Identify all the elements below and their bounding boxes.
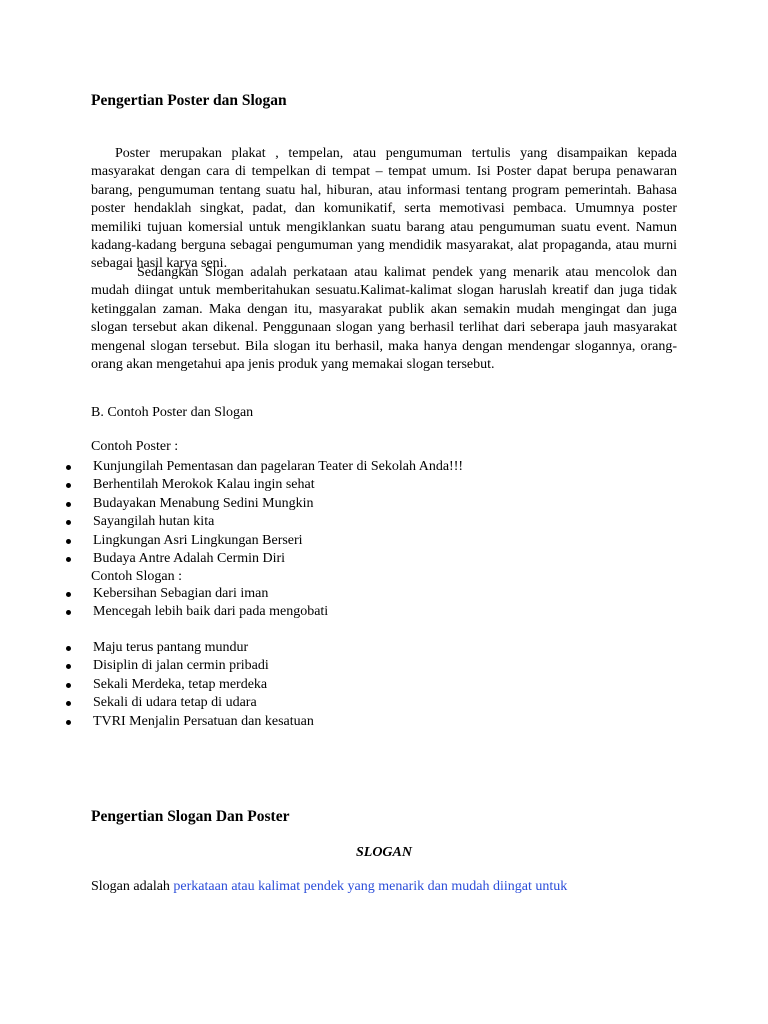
slogan-examples-list-a xyxy=(64,585,328,622)
list-item: Budaya Antre Adalah Cermin Diri xyxy=(64,550,463,568)
paragraph-poster-definition: Poster merupakan plakat , tempelan, atau pengumuman tertulis yang disampaikan kepada masyarakat dengan cara di tempelkan di tempat – tempat umum. Isi Poster dapat berupa penawaran barang, pengumuman tentang suatu hal, hiburan, atau informasi tentang program pemerintah. Bahasa poster hendaklah singkat, padat, dan komunikatif, serta memotivasi pembaca. Umumnya poster memiliki tujuan komersial untuk mengiklankan suatu barang atau pengumuman suatu event. Namun kadang-kadang berguna sebagai pengumuman yang mendidik masyarakat, alat propaganda, atau murni sebagai hasil karya seni. xyxy=(91,146,677,272)
poster-examples-label: Contoh Poster : xyxy=(91,439,179,454)
paragraph-slogan-definition: Sedangkan Slogan adalah perkataan atau kalimat pendek yang menarik atau mencolok dan mudah diingat untuk memberitahukan sesuatu.Kalimat-kalimat slogan haruslah kreatif dan juga tidak ketinggalan zaman. Maka dengan itu, masyarakat publik akan semakin mudah mengingat dan juga slogan tersebut akan dikenal. Penggunaan slogan yang berhasil terlihat dari seberapa jauh masyarakat mengenal slogan tersebut. Bila slogan itu berhasil, maka hanya dengan mendengar slogannya, orang-orang akan mengetahui apa jenis produk yang memakai slogan tersebut. xyxy=(91,265,677,373)
list-item: Disiplin di jalan cermin pribadi xyxy=(64,657,314,675)
list-item: Berhentilah Merokok Kalau ingin sehat xyxy=(64,476,463,494)
list-item: Kebersihan Sebagian dari iman xyxy=(64,585,328,603)
slogan-definition-line xyxy=(91,878,567,896)
section-heading-b: B. Contoh Poster dan Slogan xyxy=(91,405,254,420)
list-item: TVRI Menjalin Persatuan dan kesatuan xyxy=(64,713,314,731)
list-item: Budayakan Menabung Sedini Mungkin xyxy=(64,495,463,513)
list-item: Sekali Merdeka, tetap merdeka xyxy=(64,676,314,694)
list-item: Sayangilah hutan kita xyxy=(64,513,463,531)
slogan-examples-list-b xyxy=(64,639,314,731)
list-item: Maju terus pantang mundur xyxy=(64,639,314,657)
page-title: Pengertian Poster dan Slogan xyxy=(91,92,287,109)
list-item: Lingkungan Asri Lingkungan Berseri xyxy=(64,532,463,550)
slogan-definition-prefix: Slogan adalah xyxy=(91,879,174,894)
poster-examples-list xyxy=(64,458,463,568)
list-item: Kunjungilah Pementasan dan pagelaran Teater di Sekolah Anda!!! xyxy=(64,458,463,476)
list-item: Sekali di udara tetap di udara xyxy=(64,694,314,712)
slogan-definition-link[interactable]: perkataan atau kalimat pendek yang menarik dan mudah diingat untuk xyxy=(173,879,568,894)
slogan-examples-label: Contoh Slogan : xyxy=(91,569,183,584)
section-title-slogan-poster: Pengertian Slogan Dan Poster xyxy=(91,808,290,825)
list-item: Mencegah lebih baik dari pada mengobati xyxy=(64,603,328,621)
slogan-subheading: SLOGAN xyxy=(355,845,412,860)
